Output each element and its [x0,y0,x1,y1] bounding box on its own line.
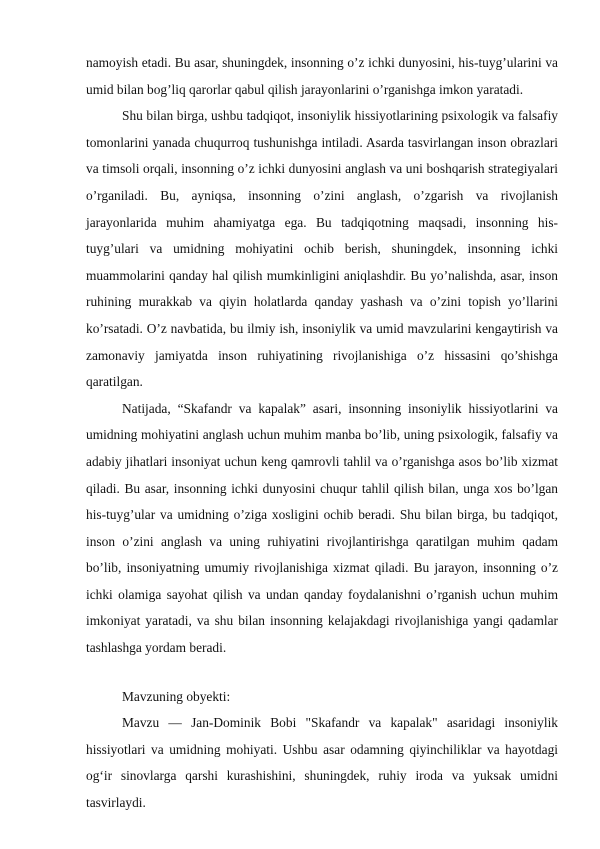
paragraph-continuation: namoyish etadi. Bu asar, shuningdek, insonning o’z ichki dunyosini, his-tuyg’ularini va umid bilan bog’liq qarorlar qabul qilish jarayonlarini o’rganishga imkon yaratadi. [86,55,558,97]
paragraph-conclusion: Natijada, “Skafandr va kapalak” asari, insonning insoniylik hissiyotlarini va umidning mohiyatini anglash uchun muhim manba bo’lib, uning psixologik, falsafiy va adabiy jihatlari insoniyat uchun keng qamrovli tahlil va o’rganishga asos bo’lib xizmat qiladi. Bu asar, insonning ichki dunyosini chuqur tahlil qilish bilan, unga xos bo’lgan his-tuyg’ular va umidning o’ziga xosligini ochib beradi. Shu bilan birga, bu tadqiqot, inson o’zini anglash va uning ruhiyatini rivojlantirishga qaratilgan muhim qadam bo’lib, insoniyatning umumiy rivojlanishiga xizmat qiladi. Bu jarayon, insonning o’z ichki olamiga sayohat qilish va undan qanday foydalanishni o’rganish uchun muhim imkoniyat yaratadi, va shu bilan insonning kelajakdagi rivojlanishiga yangi qadamlar tashlashga yordam beradi. [86,400,558,656]
document-page [86,50,558,817]
section-heading-object: Mavzuning obyekti: [122,688,231,704]
paragraph-topic: Mavzu — Jan-Dominik Bobi "Skafandr va kapalak" asaridagi insoniylik hissiyotlari va umidning mohiyati. Ushbu asar odamning qiyinchiliklar va hayotdagi og‘ir sinovlarga qarshi kurashishini, shuningdek, ruhiy iroda va yuksak umidni tasvirlaydi. [86,715,558,811]
paragraph-research-goal: Shu bilan birga, ushbu tadqiqot, insoniylik hissiyotlarining psixologik va falsafiy tomonlarini yanada chuqurroq tushunishga intiladi. Asarda tasvirlangan inson obrazlari va timsoli orqali, insonning o’z ichki dunyosini anglash va uni boshqarish strategiyalari o’rganiladi. Bu, ayniqsa, insonning o’zini anglash, o’zgarish va rivojlanish jarayonlarida muhim ahamiyatga ega. Bu tadqiqotning maqsadi, insonning his-tuyg’ulari va umidning mohiyatini ochib berish, shuningdek, insonning ichki muammolarini qanday hal qilish mumkinligini aniqlashdir. Bu yo’nalishda, asar, inson ruhining murakkab va qiyin holatlarda qanday yashash va o’zini topish yo’llarini ko’rsatadi. O’z navbatida, bu ilmiy ish, insoniylik va umid mavzularini kengaytirish va zamonaviy jamiyatda inson ruhiyatining rivojlanishiga o’z hissasini qo’shishga qaratilgan. [86,108,558,390]
